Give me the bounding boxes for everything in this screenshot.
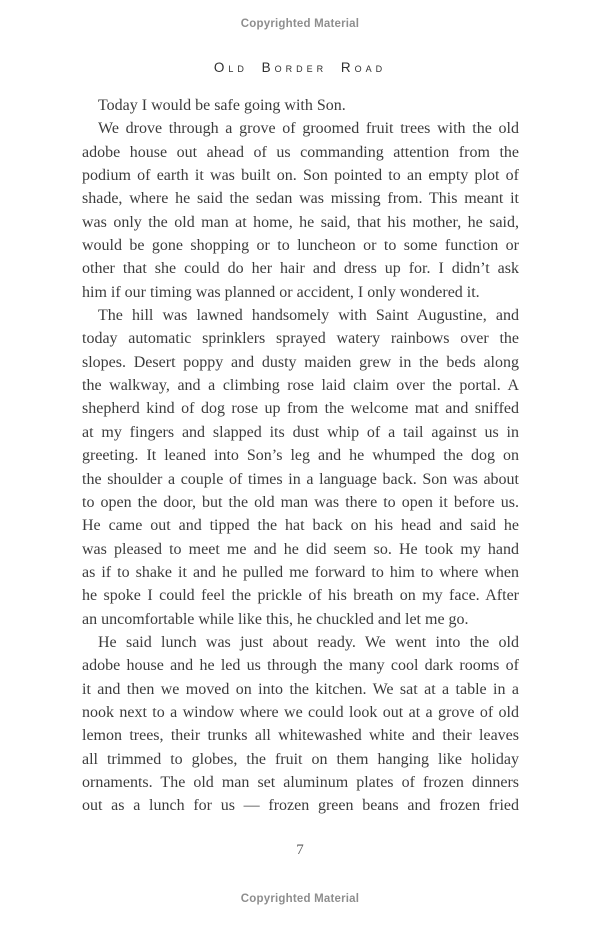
text-line: would be gone shopping or to luncheon or to some function or: [82, 237, 519, 255]
text-line: podium of earth it was built on. Son pointed to an empty plot of: [82, 167, 519, 185]
text-line: Today I would be safe going with Son.: [98, 97, 346, 114]
text-line: the shoulder a couple of times in a language back. Son was about: [82, 470, 519, 488]
text-line: adobe house and he led us through the many cool dark rooms of: [82, 657, 519, 675]
text-line: slopes. Desert poppy and dusty maiden grew in the beds along: [82, 353, 519, 371]
text-line: We drove through a grove of groomed fruit trees with the old: [98, 120, 519, 138]
text-line: an uncomfortable while like this, he chuckled and let me go.: [82, 610, 469, 628]
text-line: greeting. It leaned into Son’s leg and he whumped the dog on: [82, 447, 519, 465]
text-line: him if our timing was planned or accident, I only wondered it.: [82, 283, 480, 301]
text-line: shepherd kind of dog rose up from the welcome mat and sniffed: [82, 400, 519, 418]
text-line: out as a lunch for us — frozen green beans and frozen fried: [82, 797, 519, 815]
text-line: it and then we moved on into the kitchen. We sat at a table in a: [82, 680, 519, 698]
text-line: lemon trees, their trunks all whitewashed white and their leaves: [82, 727, 519, 745]
paragraph: [82, 94, 519, 117]
page-number: 7: [296, 842, 304, 858]
text-line: he spoke I could feel the prickle of his breath on my face. After: [82, 587, 519, 605]
text-line: nook next to a window where we could look out at a grove of old: [82, 703, 519, 721]
copyright-notice-bottom: Copyrighted Material: [240, 893, 360, 905]
running-head-title: Old Border Road: [213, 60, 387, 75]
text-line: He said lunch was just about ready. We went into the old: [98, 633, 519, 651]
copyright-notice-top: Copyrighted Material: [240, 18, 360, 30]
text-line: shade, where he said the sedan was missing from. This meant it: [82, 190, 519, 208]
text-line: to open the door, but the old man was there to open it before us.: [82, 493, 519, 511]
text-line: adobe house out ahead of us commanding attention from the: [82, 143, 519, 161]
text-line: other that she could do her hair and dress up for. I didn’t ask: [82, 260, 519, 278]
text-line: the walkway, and a climbing rose laid claim over the portal. A: [82, 377, 519, 395]
text-line: He came out and tipped the hat back on his head and said he: [82, 517, 519, 535]
paragraph: [82, 117, 519, 304]
text-line: ornaments. The old man set aluminum plates of frozen dinners: [82, 773, 519, 791]
body-text: [82, 94, 519, 818]
text-line: was pleased to meet me and he did seem so. He took my hand: [82, 540, 519, 558]
paragraph: [82, 304, 519, 631]
text-line: was only the old man at home, he said, that his mother, he said,: [82, 213, 519, 231]
text-line: at my fingers and slapped its dust whip of a tail against us in: [82, 423, 519, 441]
paragraph: [82, 631, 519, 818]
text-line: today automatic sprinklers sprayed watery rainbows over the: [82, 330, 519, 348]
text-line: as if to shake it and he pulled me forward to him to where when: [82, 563, 519, 581]
text-line: The hill was lawned handsomely with Saint Augustine, and: [98, 307, 519, 325]
text-line: all trimmed to globes, the fruit on them hanging like holiday: [82, 750, 519, 768]
